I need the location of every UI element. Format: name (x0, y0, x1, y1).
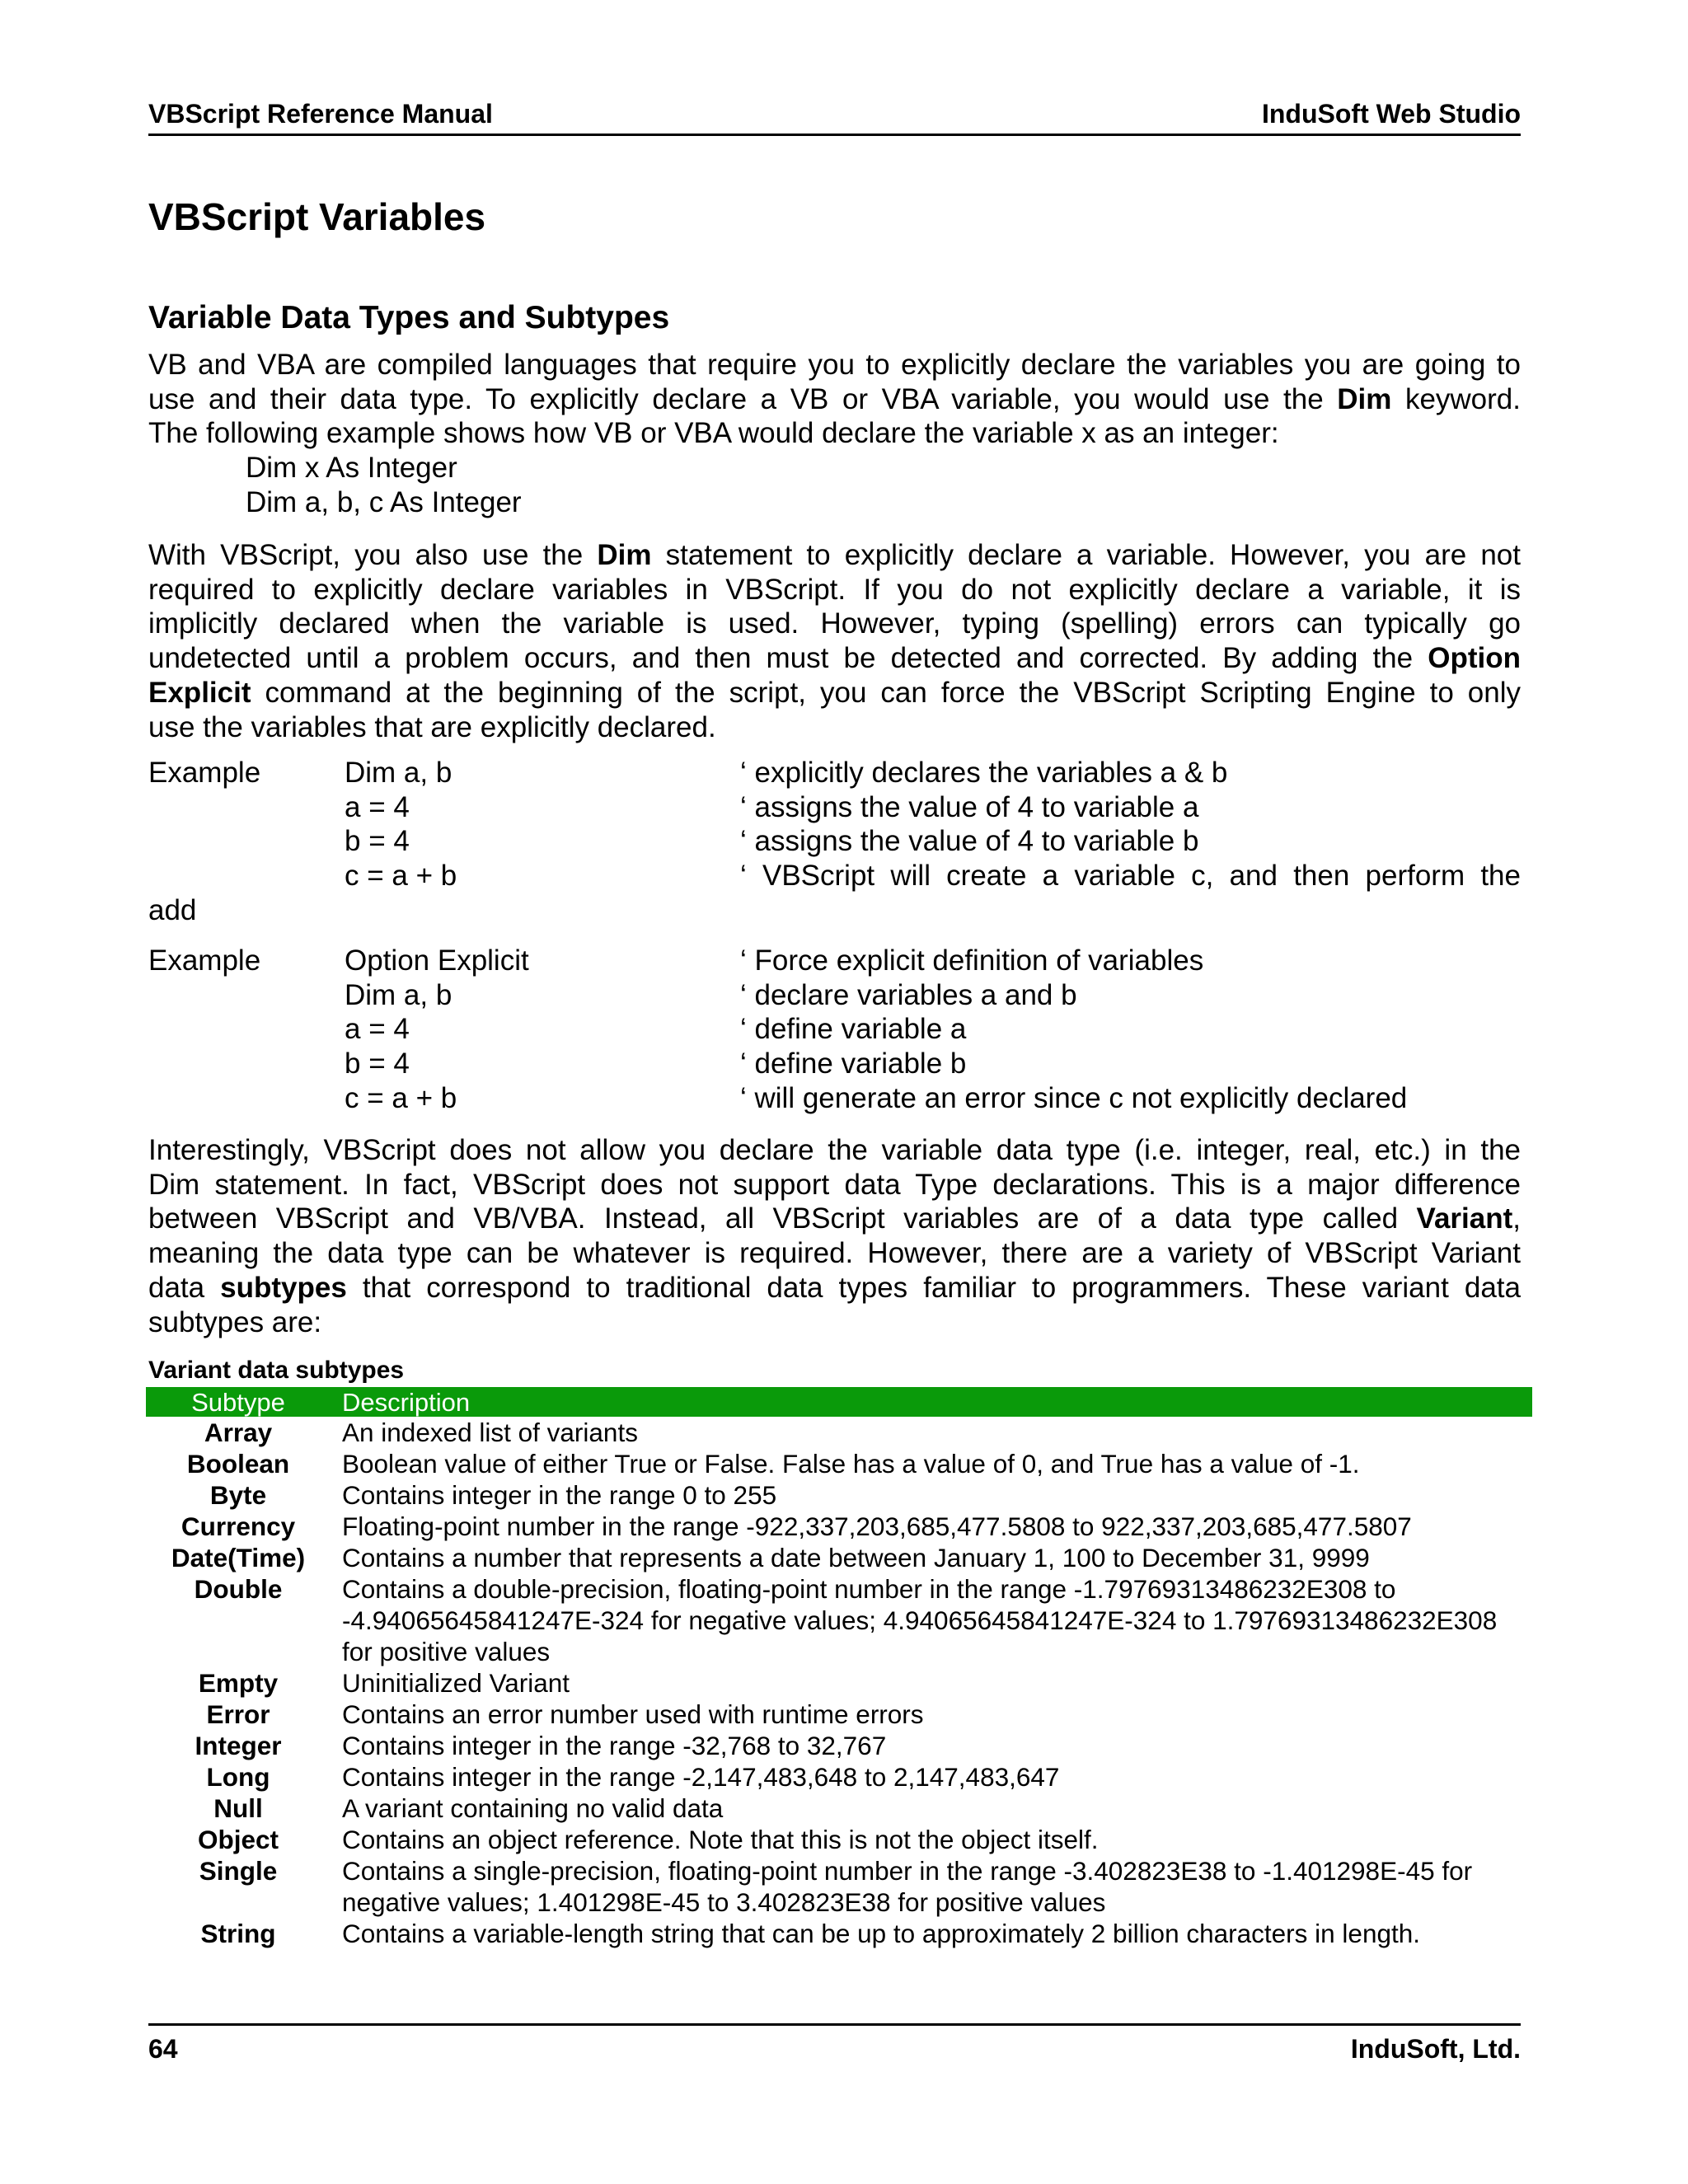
table-row (146, 1417, 1532, 1448)
page-title: VBScript Variables (148, 195, 486, 238)
subtype-cell: Null (213, 1793, 263, 1823)
description-cell: An indexed list of variants (342, 1418, 638, 1447)
variant-line-1: Interestingly, VBScript does not allow you declare the variable data type (i.e. integer, real, etc.) in the (148, 1134, 1521, 1166)
example-2-code-line: Dim a, b (345, 978, 452, 1011)
vbscript-line-1: With VBScript, you also use the Dim statement to explicitly declare a variable. However, you are not (148, 539, 1521, 571)
description-cell: Contains integer in the range -2,147,483,648 to 2,147,483,647 (342, 1762, 1060, 1792)
description-cell: Contains integer in the range 0 to 255 (342, 1480, 777, 1510)
header-product-name: InduSoft Web Studio (1261, 99, 1521, 129)
table-row (146, 1511, 1532, 1542)
intro-line-2: use and their data type. To explicitly declare a VB or VBA variable, you would use the Dim keyword. (148, 382, 1521, 415)
table-row (146, 1479, 1532, 1511)
subtype-cell: Empty (198, 1668, 279, 1698)
description-cell: Contains a variable-length string that can be up to approximately 2 billion characters in length. (342, 1919, 1421, 1948)
table-row (146, 1761, 1532, 1793)
example-2-comment: ‘ define variable a (740, 1013, 967, 1046)
example-2-code (345, 944, 529, 1116)
table-row (146, 1699, 1532, 1730)
subtype-cell: Date(Time) (171, 1543, 306, 1572)
description-cell: Contains a double-precision, floating-point number in the range -1.79769313486232E308 to -4.94065645841247E-324 for negative values; 4.94065645841247E-324 to 1.79769313486232E308 for positive values (342, 1574, 1498, 1666)
example-2-comment: ‘ will generate an error since c not explicitly declared (740, 1081, 1408, 1114)
table-row (146, 1855, 1532, 1918)
vbscript-line-6: use the variables that are explicitly declared. (148, 710, 716, 743)
page-footer (148, 2023, 1521, 2065)
page-header (148, 99, 1521, 136)
subtype-cell: Object (197, 1825, 279, 1854)
vbscript-line-3: implicitly declared when the variable is used. However, typing (spelling) errors can typically go (148, 607, 1521, 640)
table-row (146, 1918, 1532, 1949)
description-cell: Contains integer in the range -32,768 to 32,767 (342, 1731, 887, 1760)
section-heading: Variable Data Types and Subtypes (148, 300, 670, 335)
subtype-cell: Single (199, 1856, 278, 1886)
intro-line-1: VB and VBA are compiled languages that require you to explicitly declare the variables you are going to (148, 349, 1521, 381)
subtype-cell: Array (204, 1418, 273, 1447)
example-2-code-line: b = 4 (345, 1047, 410, 1080)
subtype-cell: Boolean (186, 1449, 290, 1479)
intro-paragraph (148, 348, 1521, 451)
example-1-comment: ‘ assigns the value of 4 to variable a (740, 790, 1199, 823)
dim-code-line: Dim x As Integer (246, 452, 457, 484)
description-cell: Floating-point number in the range -922,337,203,685,477.5808 to 922,337,203,685,477.5807 (342, 1511, 1412, 1541)
example-1-comment: ‘ explicitly declares the variables a & b (740, 757, 1228, 789)
example-1-label: Example (148, 757, 261, 789)
example-2-comment: ‘ define variable b (740, 1047, 967, 1080)
subtype-cell: Integer (195, 1731, 282, 1760)
table-row (146, 1824, 1532, 1855)
vbscript-line-4: undetected until a problem occurs, and then must be detected and corrected. By adding the Option (148, 642, 1521, 675)
dim-code-line: Dim a, b, c As Integer (246, 485, 522, 518)
subtype-cell: Byte (209, 1480, 267, 1510)
description-cell: A variant containing no valid data (342, 1793, 724, 1823)
table-body (146, 1417, 1532, 1949)
variant-line-4: meaning the data type can be whatever is required. However, there are a variety of VBScript Variant (148, 1237, 1521, 1270)
description-cell: Contains an error number used with runtime errors (342, 1699, 924, 1729)
dim-code-block (246, 451, 522, 519)
subtype-cell: Currency (181, 1511, 296, 1541)
table-row (146, 1667, 1532, 1699)
example-2-code-line: Option Explicit (345, 944, 529, 977)
description-cell: Contains a single-precision, floating-point number in the range -3.402823E38 to -1.401298E-45 for negative values; 1.401298E-45 to 3.402823E38 for positive values (342, 1856, 1473, 1917)
example-1-code (345, 756, 457, 893)
variant-line-3: between VBScript and VB/VBA. Instead, all VBScript variables are of a data type called Variant, (148, 1202, 1521, 1235)
table-row (146, 1542, 1532, 1573)
description-cell: Contains an object reference. Note that this is not the object itself. (342, 1825, 1099, 1854)
table-row (146, 1793, 1532, 1824)
example-2-comment: ‘ Force explicit definition of variables (740, 944, 1204, 977)
footer-company: InduSoft, Ltd. (1350, 2034, 1521, 2064)
table-row (146, 1448, 1532, 1479)
example-2-code-line: a = 4 (345, 1013, 410, 1046)
description-cell: Contains a number that represents a date between January 1, 100 to December 31, 9999 (342, 1543, 1370, 1572)
variant-line-2: Dim statement. In fact, VBScript does not support data Type declarations. This is a major difference (148, 1168, 1521, 1201)
page-number: 64 (148, 2034, 178, 2064)
example-1-comment: ‘ VBScript will create a variable c, and then perform the (740, 860, 1521, 893)
table-row (146, 1730, 1532, 1761)
header-subtype: Subtype (191, 1388, 285, 1417)
variant-line-5: data subtypes that correspond to traditional data types familiar to programmers. These variant data (148, 1271, 1521, 1304)
example-1-wrap: add (148, 894, 197, 926)
example-2-comment: ‘ declare variables a and b (740, 978, 1077, 1011)
example-1-comment: ‘ assigns the value of 4 to variable b (740, 825, 1199, 858)
vbscript-paragraph (148, 538, 1521, 744)
example-2-comments (740, 944, 1407, 1116)
vbscript-line-5: Explicit command at the beginning of the script, you can force the VBScript Scripting Engine to only (148, 676, 1521, 709)
example-1-comments (740, 756, 1521, 893)
variant-paragraph (148, 1133, 1521, 1339)
example-1-code-line: Dim a, b (345, 757, 452, 789)
header-description: Description (342, 1388, 471, 1417)
example-1-code-line: b = 4 (345, 825, 410, 858)
variant-line-6: subtypes are: (148, 1305, 322, 1338)
intro-line-3: The following example shows how VB or VBA would declare the variable x as an integer: (148, 417, 1279, 450)
subtype-cell: Long (206, 1762, 270, 1792)
table-header-row (146, 1387, 1532, 1417)
description-cell: Boolean value of either True or False. False has a value of 0, and True has a value of -1. (342, 1449, 1360, 1479)
example-1-code-line: a = 4 (345, 790, 410, 823)
description-cell: Uninitialized Variant (342, 1668, 570, 1698)
example-1-code-line: c = a + b (345, 860, 457, 893)
table-row (146, 1573, 1532, 1667)
subtype-cell: Double (194, 1574, 283, 1604)
subtype-cell: String (200, 1919, 276, 1948)
example-2-label: Example (148, 944, 261, 977)
subtype-cell: Error (206, 1699, 270, 1729)
example-2-code-line: c = a + b (345, 1081, 457, 1114)
variant-subtypes-table (146, 1387, 1532, 1949)
table-caption: Variant data subtypes (148, 1357, 405, 1384)
vbscript-line-2: required to explicitly declare variables in VBScript. If you do not explicitly declare a variable, it is (148, 573, 1521, 606)
header-manual-title: VBScript Reference Manual (148, 99, 493, 129)
